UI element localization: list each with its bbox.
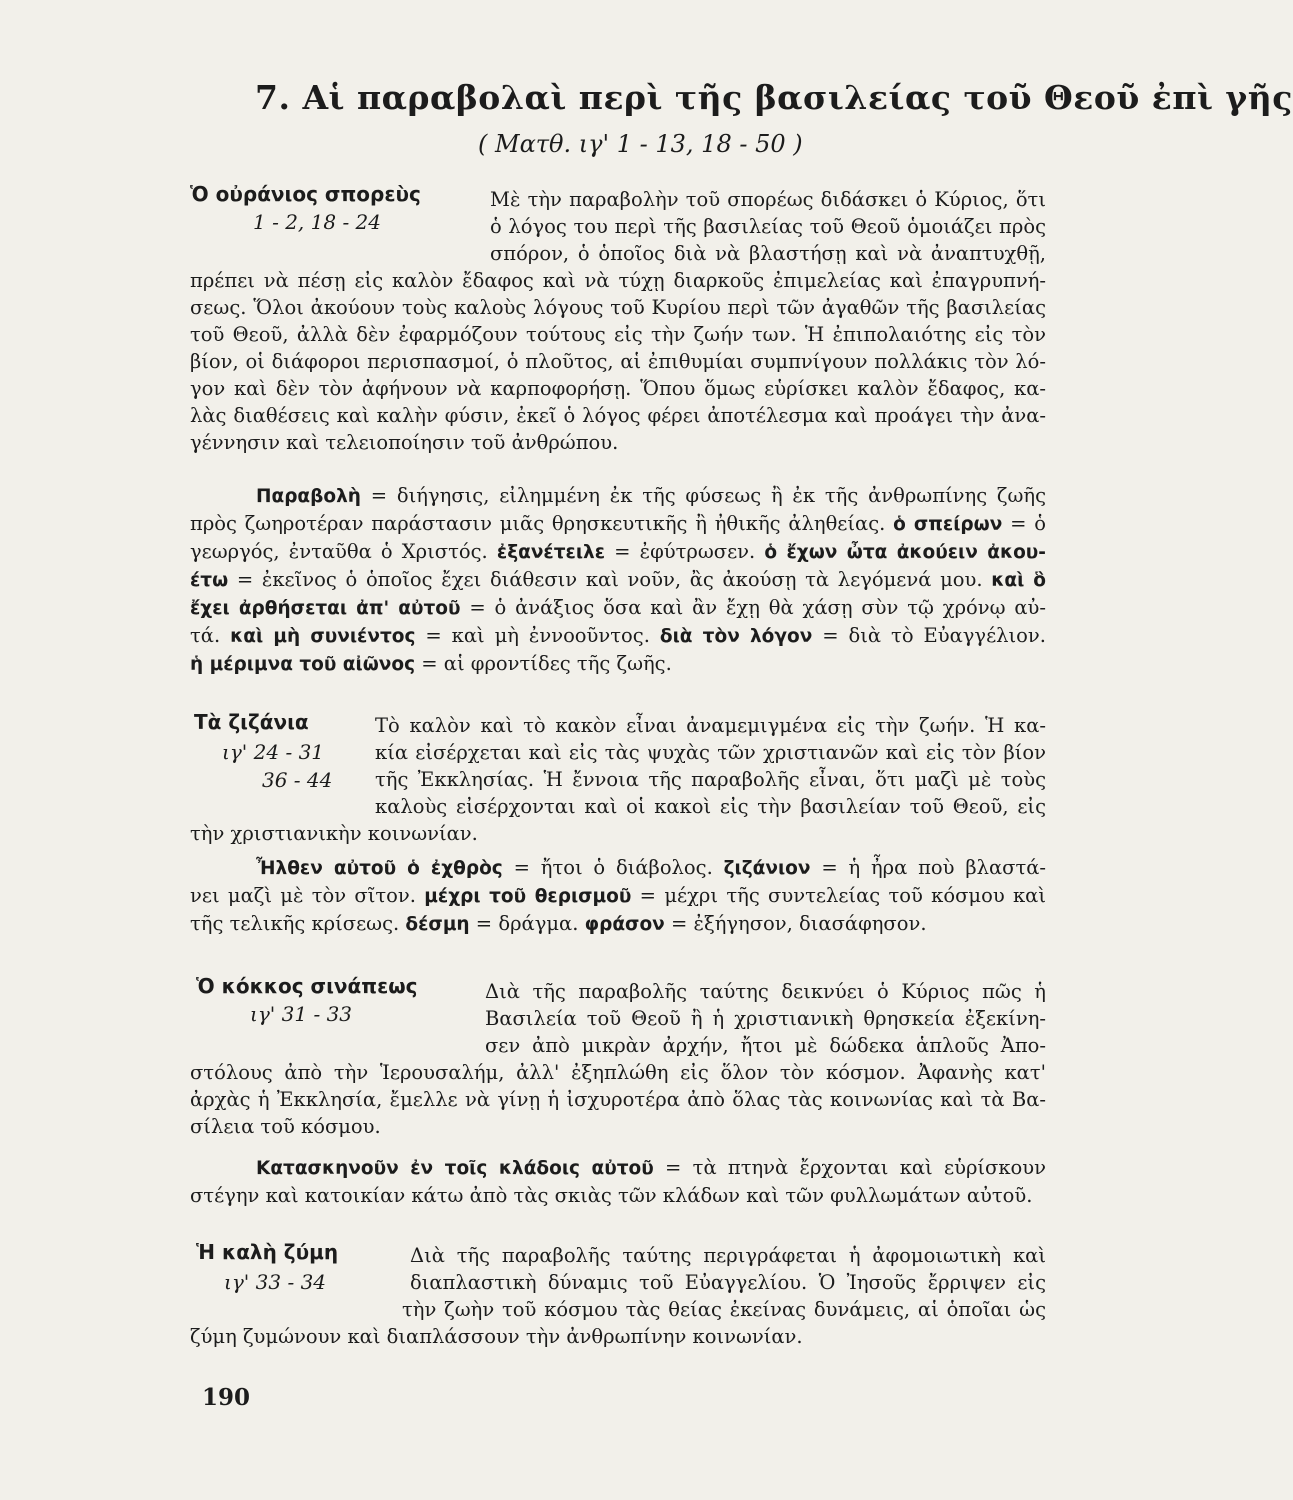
gloss-def: = καὶ μὴ ἐννοοῦντος.	[415, 624, 660, 647]
gloss-def: τῆς τελικῆς κρίσεως.	[190, 912, 406, 935]
text-line: τοῦ Θεοῦ, ἀλλὰ δὲν ἐφαρμόζουν τούτους εἰς τὴν ζωήν των. Ἡ ἐπιπολαιότης εἰς τὸν	[190, 323, 1046, 346]
chapter-title: 7. Αἱ παραβολαὶ περὶ τῆς βασιλείας τοῦ Θεοῦ ἐπὶ γῆς	[255, 78, 1293, 117]
text-line: τῆς Ἐκκλησίας. Ἡ ἔννοια τῆς παραβολῆς εἶναι, ὅτι μαζὶ μὲ τοὺς	[375, 768, 1046, 791]
gloss-term: έτω	[190, 570, 229, 591]
gloss-term: μέχρι τοῦ θερισμοῦ	[424, 886, 632, 907]
gloss-def: γεωργός, ἐνταῦθα ὁ Χριστός.	[190, 540, 497, 563]
gloss-term: ἡ μέριμνα τοῦ αἰῶνος	[190, 654, 416, 675]
verse-range: ιγ' 24 - 31	[222, 740, 325, 764]
gloss-def: = διὰ τὸ Εὐαγγέλιον.	[812, 624, 1046, 647]
glossary	[190, 1154, 1046, 1209]
gloss-def: = ἡ ἦρα ποὺ βλαστά-	[810, 856, 1046, 879]
gloss-def: = αἱ φροντίδες τῆς ζωῆς.	[415, 652, 672, 675]
text-line: διαπλαστικὴ δύναμις τοῦ Εὐαγγελίου. Ὁ Ἰησοῦς ἔρριψεν εἰς	[410, 1271, 1046, 1294]
section-heading: Τὰ ζιζάνια	[194, 710, 309, 734]
gloss-def: = διήγησις, εἰλημμένη ἐκ τῆς φύσεως ἢ ἐκ τῆς ἀνθρωπίνης ζωῆς	[360, 484, 1046, 507]
gloss-def: = τὰ πτηνὰ ἔρχονται καὶ εὑρίσκουν	[653, 1156, 1046, 1179]
scripture-reference: ( Ματθ. ιγ' 1 - 13, 18 - 50 )	[478, 130, 803, 158]
text-line: λὰς διαθέσεις καὶ καλὴν φύσιν, ἐκεῖ ὁ λόγος φέρει ἀποτέλεσμα καὶ προάγει τὴν ἀνα-	[190, 404, 1046, 427]
gloss-def: νει μαζὶ μὲ τὸν σῖτον.	[190, 884, 425, 907]
gloss-term: ἐξανέτειλε	[496, 542, 606, 563]
section-body	[190, 712, 1046, 847]
text-line: ἀρχὰς ἡ Ἐκκλησία, ἔμελλε νὰ γίνῃ ἡ ἰσχυροτέρα ἀπὸ ὅλας τὰς κοινωνίας καὶ τὰ Βα-	[190, 1088, 1046, 1111]
gloss-def: τά.	[190, 624, 231, 647]
gloss-def: = μέχρι τῆς συντελείας τοῦ κόσμου καὶ	[631, 884, 1046, 907]
gloss-term: ὁ ἔχων ὦτα ἀκούειν ἀκου-	[764, 542, 1046, 563]
section-heading: Ὁ κόκκος σινάπεως	[196, 974, 418, 998]
section-body	[190, 1242, 1046, 1350]
gloss-term: δέσμη	[405, 914, 470, 935]
text-line: Διὰ τῆς παραβολῆς ταύτης δεικνύει ὁ Κύριος πῶς ἡ	[485, 980, 1046, 1003]
text-line: τὴν ζωὴν τοῦ κόσμου τὰς θείας ἐκείνας δυνάμεις, αἱ ὁποῖαι ὡς	[402, 1298, 1046, 1321]
verse-range: ιγ' 33 - 34	[224, 1270, 327, 1294]
gloss-term: Ἦλθεν αὐτοῦ ὁ ἐχθρὸς	[256, 858, 503, 879]
text-line: γέννησιν καὶ τελειοποίησιν τοῦ ἀνθρώπου.	[190, 431, 619, 454]
text-line: σίλεια τοῦ κόσμου.	[190, 1115, 381, 1138]
verse-range: 1 - 2, 18 - 24	[253, 210, 382, 234]
glossary	[190, 854, 1046, 938]
gloss-term: καὶ ὃ	[991, 570, 1046, 591]
text-line: σεως. Ὅλοι ἀκούουν τοὺς καλοὺς λόγους τοῦ Κυρίου περὶ τῶν ἀγαθῶν τῆς βασιλείας	[190, 296, 1046, 319]
gloss-def: = ἐφύτρωσεν.	[605, 540, 765, 563]
gloss-def: στέγην καὶ κατοικίαν κάτω ἀπὸ τὰς σκιὰς τῶν κλάδων καὶ τῶν φυλλωμάτων αὐτοῦ.	[190, 1184, 1033, 1207]
page-number: 190	[202, 1384, 251, 1411]
text-line: πρέπει νὰ πέσῃ εἰς καλὸν ἔδαφος καὶ νὰ τύχῃ διαρκοῦς ἐπιμελείας καὶ ἐπαγρυπνή-	[190, 269, 1046, 292]
gloss-term: διὰ τὸν λόγον	[659, 626, 813, 647]
gloss-def: = ἤτοι ὁ διάβολος.	[502, 856, 724, 879]
text-line: τὴν χριστιανικὴν κοινωνίαν.	[190, 822, 478, 845]
glossary	[190, 482, 1046, 678]
text-line: ζύμη ζυμώνουν καὶ διαπλάσσουν τὴν ἀνθρωπίνην κοινωνίαν.	[190, 1325, 803, 1348]
section-body	[190, 186, 1046, 456]
verse-range: ιγ' 31 - 33	[250, 1002, 353, 1026]
gloss-term: Παραβολὴ	[256, 486, 361, 507]
gloss-term: καὶ μὴ συνιέντος	[230, 626, 416, 647]
gloss-def: = ἐκεῖνος ὁ ὁποῖος ἔχει διάθεσιν καὶ νοῦν, ἂς ἀκούσῃ τὰ λεγόμενά μου.	[228, 568, 992, 591]
gloss-def: = ὁ	[1002, 512, 1047, 535]
text-line: στόλους ἀπὸ τὴν Ἱερουσαλήμ, ἀλλ' ἐξηπλώθη εἰς ὅλον τὸν κόσμον. Ἀφανὴς κατ'	[190, 1061, 1046, 1084]
text-line: κία εἰσέρχεται καὶ εἰς τὰς ψυχὰς τῶν χριστιανῶν καὶ εἰς τὸν βίον	[375, 741, 1046, 764]
gloss-term: ἔχει ἀρθήσεται ἀπ' αὐτοῦ	[190, 598, 461, 619]
gloss-def: = ἐξήγησον, διασάφησον.	[664, 912, 927, 935]
text-line: σεν ἀπὸ μικρὰν ἀρχήν, ἤτοι μὲ δώδεκα ἁπλοῦς Ἀπο-	[485, 1034, 1046, 1057]
text-line: Τὸ καλὸν καὶ τὸ κακὸν εἶναι ἀναμεμιγμένα εἰς τὴν ζωήν. Ἡ κα-	[375, 714, 1046, 737]
gloss-def: πρὸς ζωηροτέραν παράστασιν μιᾶς θρησκευτικῆς ἢ ἠθικῆς ἀληθείας.	[190, 512, 894, 535]
gloss-term: φράσον	[584, 914, 665, 935]
text-line: καλοὺς εἰσέρχονται καὶ οἱ κακοὶ εἰς τὴν βασιλείαν τοῦ Θεοῦ, εἰς	[375, 795, 1046, 818]
text-line: σπόρον, ὁ ὁποῖος διὰ νὰ βλαστήσῃ καὶ νὰ ἀναπτυχθῇ,	[490, 242, 1046, 265]
section-heading: Ἡ καλὴ ζύμη	[196, 1240, 339, 1264]
gloss-term: Κατασκηνοῦν ἐν τοῖς κλάδοις αὐτοῦ	[256, 1158, 654, 1179]
text-line: βίον, οἱ διάφοροι περισπασμοί, ὁ πλοῦτος, αἱ ἐπιθυμίαι συμπνίγουν πολλάκις τὸν λό-	[190, 350, 1046, 373]
text-line: Μὲ τὴν παραβολὴν τοῦ σπορέως διδάσκει ὁ Κύριος, ὅτι	[490, 188, 1046, 211]
section-body	[190, 978, 1046, 1140]
text-line: ὁ λόγος του περὶ τῆς βασιλείας τοῦ Θεοῦ ὁμοιάζει πρὸς	[490, 215, 1046, 238]
gloss-def: = ὁ ἀνάξιος ὅσα καὶ ἂν ἔχῃ θὰ χάσῃ σὺν τῷ χρόνῳ αὐ-	[460, 596, 1046, 619]
text-line: Βασιλεία τοῦ Θεοῦ ἢ ἡ χριστιανικὴ θρησκεία ἐξεκίνη-	[485, 1007, 1046, 1030]
text-line: γον καὶ δὲν τὸν ἀφήνουν νὰ καρποφορήσῃ. Ὅπου ὅμως εὑρίσκει καλὸν ἔδαφος, κα-	[190, 377, 1046, 400]
verse-range: 36 - 44	[262, 768, 333, 792]
text-line: Διὰ τῆς παραβολῆς ταύτης περιγράφεται ἡ ἀφομοιωτικὴ καὶ	[410, 1244, 1046, 1267]
gloss-term: ὁ σπείρων	[893, 514, 1003, 535]
gloss-def: = δράγμα.	[469, 912, 585, 935]
section-heading: Ὁ οὐράνιος σπορεὺς	[190, 182, 421, 206]
gloss-term: ζιζάνιον	[723, 858, 811, 879]
